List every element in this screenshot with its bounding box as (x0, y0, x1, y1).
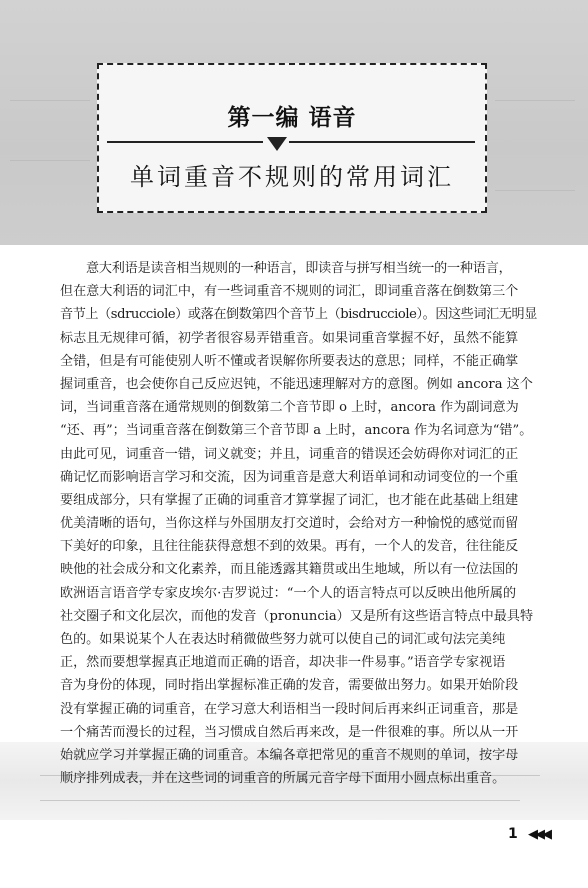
body-paragraph (60, 257, 538, 790)
text-line: 由此可见，词重音一错，词义就变；并且，词重音的错误还会妨碍你对词汇的正 (60, 446, 519, 462)
text-line: 音节上（sdrucciole）或落在倒数第四个音节上（bisdrucciole）。因这些词汇无明显 (60, 307, 537, 323)
text-line: 优美清晰的语句，当你这样与外国朋友打交道时，会给对方一种愉悦的感觉而留 (60, 516, 519, 532)
text-line: 词，当词重音落在通常规则的倒数第二个音节即 o 上时，ancora 作为副词意为 (60, 400, 519, 416)
header-divider-arrow (267, 137, 287, 151)
text-line: 全错，但是有可能使别人听不懂或者误解你所要表达的意思；同样，不能正确掌 (60, 353, 519, 369)
text-line: 意大利语是读音相当规则的一种语言，即读音与拼写相当统一的一种语言， (86, 261, 512, 276)
bleed-through-line (40, 800, 520, 801)
text-line: 色的。如果说某个人在表达时稍微做些努力就可以使自己的词汇或句法完美纯 (60, 632, 506, 647)
text-line: 标志且无规律可循，初学者很容易弄错重音。如果词重音掌握不好，虽然不能算 (60, 330, 519, 346)
bleed-through-line (10, 160, 90, 161)
text-line: 确记忆而影响语言学习和交流，因为词重音是意大利语单词和动词变位的一个重 (60, 469, 519, 485)
page-marker-icon: ◀◀◀ (528, 827, 549, 842)
page-number: 1 (508, 826, 518, 842)
text-line: 音为身份的体现，同时指出掌握标准正确的发音，需要做出努力。如果开始阶段 (60, 678, 519, 694)
chapter-title: 单词重音不规则的常用词汇 (130, 163, 454, 191)
chapter-header-box (97, 63, 487, 213)
text-line: 一个痛苦而漫长的过程，当习惯成自然后再来改，是一件很难的事。所以从一开 (60, 724, 519, 740)
text-line: 没有掌握正确的词重音，在学习意大利语相当一段时间后再来纠正词重音，那是 (60, 701, 519, 717)
header-divider (289, 141, 475, 143)
text-line: 下美好的印象，且往往能获得意想不到的效果。再有，一个人的发音，往往能反 (60, 539, 519, 555)
bleed-through-line (495, 100, 575, 101)
text-line: 始就应学习并掌握正确的词重音。本编各章把常见的重音不规则的单词，按字母 (60, 747, 519, 763)
text-line: 但在意大利语的词汇中，有一些词重音不规则的词汇，即词重音落在倒数第三个 (60, 284, 519, 300)
text-line: 顺序排列成表，并在这些词的词重音的所属元音字母下面用小圆点标出重音。 (60, 771, 506, 787)
text-line: 要组成部分，只有掌握了正确的词重音才算掌握了词汇，也才能在此基础上组建 (60, 492, 519, 508)
text-line: 映他的社会成分和文化素养，而且能透露其籍贯或出生地域，所以有一位法国的 (60, 562, 519, 578)
bleed-through-line (10, 100, 90, 101)
part-title: 第一编 语音 (227, 105, 357, 131)
text-line: “还、再”；当词重音落在倒数第三个音节即 a 上时，ancora 作为名词意为“错”。 (60, 423, 533, 439)
text-line: 握词重音，也会使你自己反应迟钝，不能迅速理解对方的意图。例如 ancora 这个 (60, 376, 533, 392)
header-divider (107, 141, 263, 143)
bleed-through-line (495, 190, 575, 191)
text-line: 欧洲语言语音学专家皮埃尔·吉罗说过：“一个人的语言特点可以反映出他所属的 (60, 585, 517, 601)
text-line: 社交圈子和文化层次，而他的发音（pronuncia）又是所有这些语言特点中最具特 (60, 608, 534, 624)
text-line: 正，然而要想掌握真正地道而正确的语音，却决非一件易事。”语音学专家视语 (60, 655, 506, 671)
